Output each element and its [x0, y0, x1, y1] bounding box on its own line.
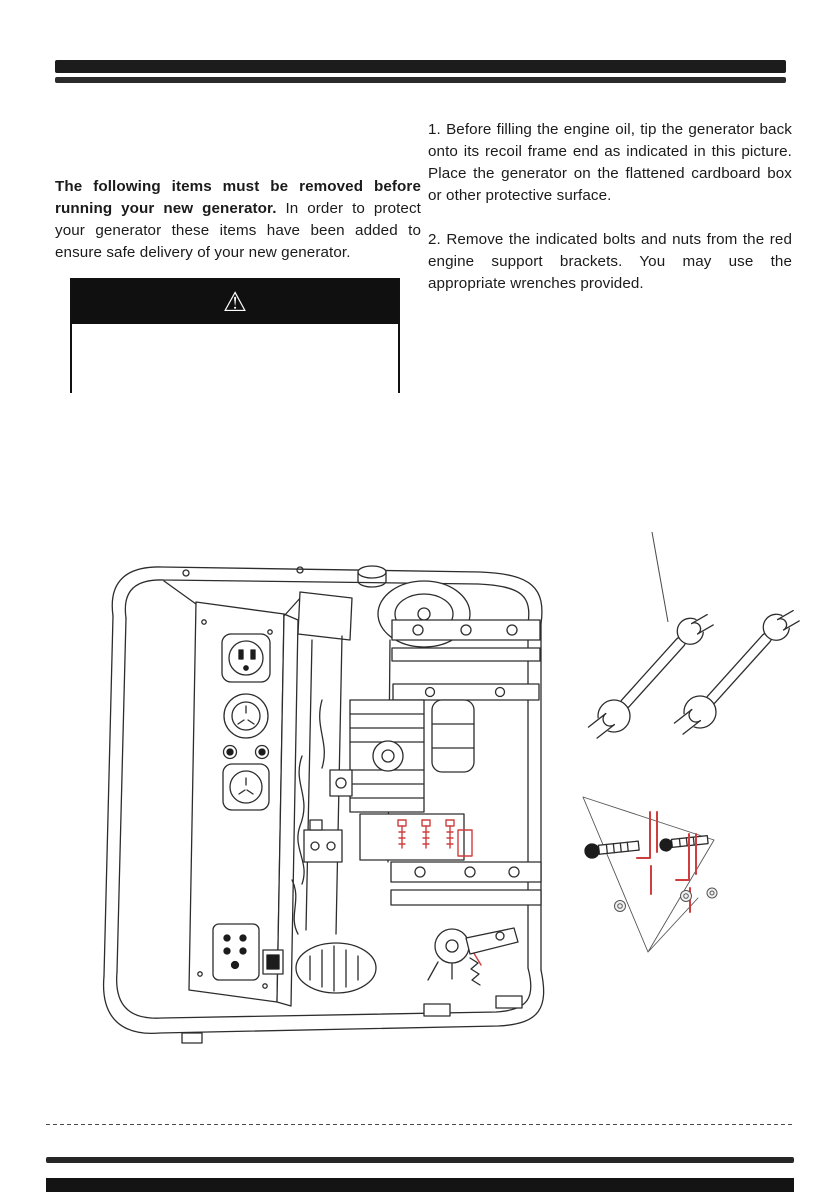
intro-bold-text: The following items must be removed before running your new generator.	[55, 178, 421, 217]
wrenches-drawing	[584, 599, 805, 747]
warning-box	[70, 278, 400, 393]
dashed-divider	[46, 1124, 794, 1125]
step-1-text: 1. Before filling the engine oil, tip the generator back onto its recoil frame end as indicated in this picture. Place the generator on the flattened cardboard box or other protective surface.	[428, 121, 792, 204]
red-shipping-bolts	[398, 820, 481, 965]
left-column	[55, 176, 421, 286]
top-rule-thin	[55, 77, 786, 83]
bolt-2	[659, 835, 708, 852]
warning-triangle-icon: ⚠	[222, 286, 248, 317]
bottom-rule-thin	[46, 1157, 794, 1163]
warning-body	[72, 324, 398, 393]
hardware-kit-drawing	[583, 797, 717, 952]
hardware-leader-lines	[583, 797, 714, 952]
red-support-brackets	[637, 812, 696, 912]
wrench-leader-line	[652, 532, 668, 622]
step-2-text: 2. Remove the indicated bolts and nuts from the red engine support brackets. You may use the appropriate wrenches provided.	[428, 231, 792, 292]
warning-header	[72, 280, 398, 324]
right-column	[428, 119, 792, 317]
intro-paragraph	[55, 176, 421, 264]
nuts	[615, 888, 718, 912]
generator-drawing	[104, 566, 544, 1043]
top-rule-thick	[55, 60, 786, 73]
open-end-wrench-2	[670, 599, 805, 743]
intro-rest-text: In order to protect your generator these items have been added to ensure safe delivery of your new generator.	[55, 200, 421, 261]
bottom-rule-thick	[46, 1178, 794, 1192]
open-end-wrench-1	[584, 603, 719, 747]
bolt-1	[584, 839, 639, 859]
